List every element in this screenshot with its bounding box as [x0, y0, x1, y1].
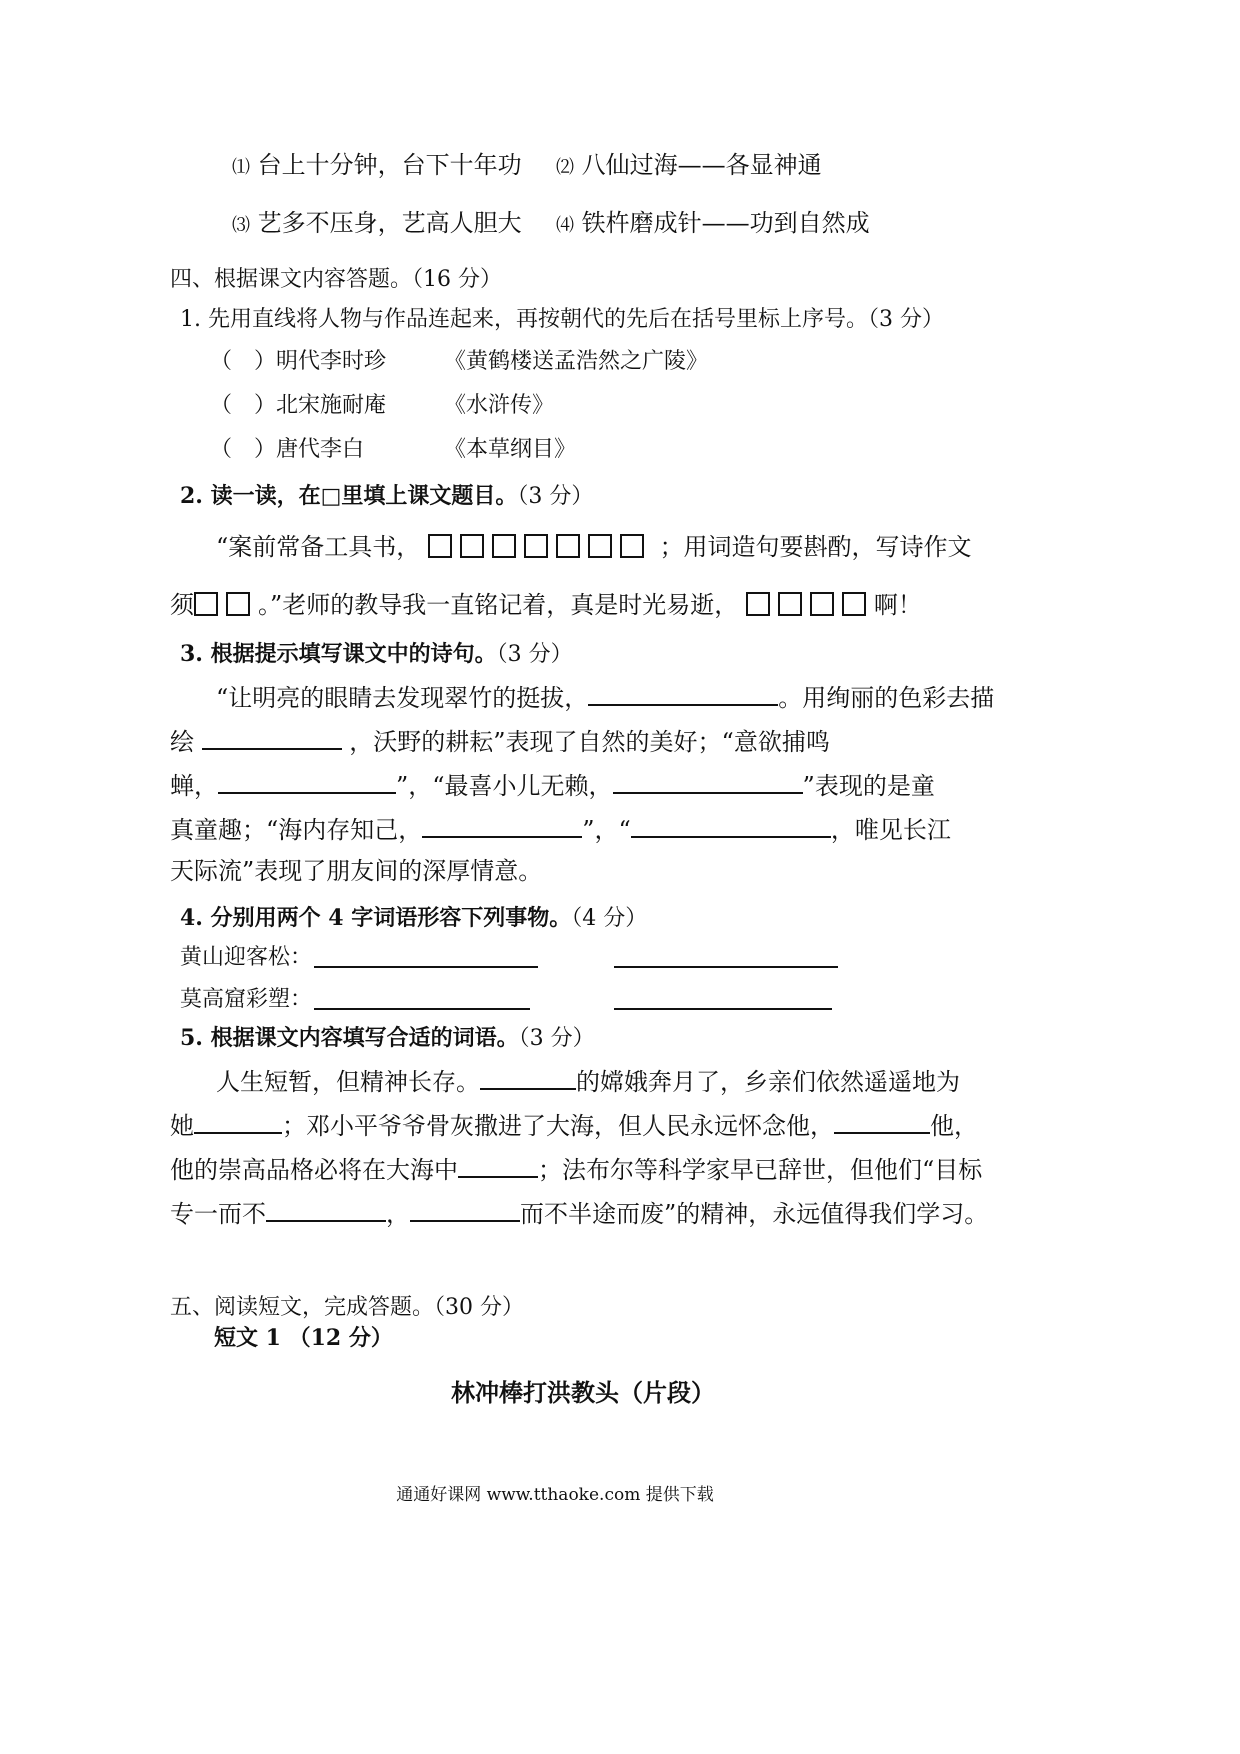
proverb-3: [232, 208, 522, 241]
q3-line-4: [170, 814, 951, 845]
q3-l1-a: “让明亮的眼睛去发现翠竹的挺拔，: [216, 684, 589, 712]
q2-line1-a: “案前常备工具书，: [216, 533, 421, 561]
question-3-header: [180, 640, 573, 669]
q1-row-1: [210, 348, 386, 376]
q5-l2-b: ；邓小平爷爷骨灰撒进了大海，但人民永远怀念他，: [282, 1112, 834, 1140]
question-5-score: （3 分）: [518, 1026, 595, 1051]
answer-blank[interactable]: [613, 770, 803, 794]
q3-l4-c: ，唯见长江: [830, 816, 951, 844]
q3-l3-a: 蝉，: [170, 772, 218, 800]
answer-blank[interactable]: [422, 814, 582, 838]
proverb-1-number: ⑴: [232, 157, 250, 178]
answer-blank[interactable]: [410, 1198, 520, 1222]
question-4-score: （4 分）: [571, 906, 648, 931]
q5-l4-c: 而不半途而废”的精神，永远值得我们学习。: [520, 1200, 989, 1228]
proverb-3-number: ⑶: [232, 215, 250, 236]
answer-box[interactable]: [842, 592, 866, 616]
answer-blank[interactable]: [218, 770, 396, 794]
answer-box[interactable]: [524, 534, 548, 558]
proverb-4-number: ⑷: [556, 215, 574, 236]
q5-l3-a: 他的崇高品格必将在大海中: [170, 1156, 458, 1184]
answer-blank[interactable]: [834, 1110, 930, 1134]
q3-l4-b: ”，“: [582, 816, 631, 844]
question-5-title: 5. 根据课文内容填写合适的词语。: [180, 1025, 519, 1051]
q1-work-3: 《本草纲目》: [444, 437, 577, 462]
answer-box[interactable]: [778, 592, 802, 616]
answer-blank[interactable]: [631, 814, 831, 838]
q3-l2-b: ，沃野的耕耘”表现了自然的美好；“意欲捕鸣: [349, 728, 830, 756]
question-2-title: 2. 读一读，在□里填上课文题目。: [180, 483, 518, 509]
q5-line-2: [170, 1110, 978, 1141]
q2-line-1: [216, 532, 972, 562]
question-3-title: 3. 根据提示填写课文中的诗句。: [180, 641, 497, 667]
proverb-4: [556, 208, 870, 241]
answer-blank[interactable]: [194, 1110, 282, 1134]
q1-row-3: [210, 436, 364, 464]
q3-line-3: [170, 770, 935, 801]
q1-work-2: 《水浒传》: [444, 393, 555, 418]
q1-person-3: 唐代李白: [276, 437, 365, 462]
proverb-2-number: ⑵: [556, 157, 574, 178]
q5-l4-b: ，: [386, 1200, 410, 1228]
q5-line-1: [216, 1066, 960, 1097]
question-5-header: [180, 1024, 595, 1053]
q3-l2-a: 绘: [170, 728, 194, 756]
q5-l2-c: 他，: [930, 1112, 978, 1140]
answer-box[interactable]: [556, 534, 580, 558]
question-4-title: 4. 分别用两个 4 字词语形容下列事物。: [180, 905, 572, 931]
q2-line2-c: 啊！: [873, 591, 922, 619]
q4-item-2: [180, 986, 312, 1014]
q3-l3-c: ”表现的是童: [802, 772, 935, 800]
answer-blank[interactable]: [614, 966, 838, 968]
answer-box[interactable]: [460, 534, 484, 558]
q4-item-1-label: 黄山迎客松：: [180, 945, 313, 970]
answer-blank[interactable]: [202, 726, 342, 750]
question-2-header: [180, 482, 593, 511]
answer-blank[interactable]: [314, 966, 538, 968]
q1-row-2: [210, 392, 386, 420]
proverb-2: [556, 150, 822, 183]
page-footer: 通通好课网 www.tthaoke.com 提供下载: [396, 1485, 714, 1505]
q3-l3-b: ”，“最喜小儿无赖，: [396, 772, 613, 800]
answer-box[interactable]: [746, 592, 770, 616]
q5-line-3: [170, 1154, 982, 1185]
q5-line-4: [170, 1198, 988, 1229]
proverb-2-text: 八仙过海——各显神通: [581, 151, 822, 179]
proverb-1: [232, 150, 522, 183]
q1-paren-3[interactable]: （ ）: [210, 437, 277, 462]
q5-l4-a: 专一而不: [170, 1200, 266, 1228]
q1-paren-2[interactable]: （ ）: [210, 393, 277, 418]
answer-box[interactable]: [588, 534, 612, 558]
passage-title: 林冲棒打洪教头（片段）: [451, 1378, 715, 1407]
q2-box-group-1: [428, 533, 660, 561]
answer-blank[interactable]: [266, 1198, 386, 1222]
q2-line1-b: ；用词造句要斟酌，写诗作文: [659, 533, 972, 561]
proverb-3-text: 艺多不压身，艺高人胆大: [257, 209, 522, 237]
q1-paren-1[interactable]: （ ）: [210, 349, 277, 374]
answer-box[interactable]: [620, 534, 644, 558]
passage-1-label: 短文 1 （12 分）: [214, 1325, 393, 1351]
answer-box[interactable]: [226, 592, 250, 616]
q5-l1-b: 的嫦娥奔月了，乡亲们依然遥遥地为: [576, 1068, 960, 1096]
answer-box[interactable]: [428, 534, 452, 558]
answer-blank[interactable]: [614, 1008, 832, 1010]
answer-blank[interactable]: [458, 1154, 538, 1178]
q4-item-2-label: 莫高窟彩塑：: [180, 987, 313, 1012]
q5-l1-a: 人生短暂，但精神长存。: [216, 1068, 480, 1096]
question-3-score: （3 分）: [496, 642, 573, 667]
section-4-heading: 四、根据课文内容答题。（16 分）: [170, 267, 502, 292]
q3-l4-a: 真童趣；“海内存知己，: [170, 816, 423, 844]
question-4-header: [180, 904, 647, 933]
section-5-heading: 五、阅读短文，完成答题。（30 分）: [170, 1295, 524, 1320]
q1-person-1: 明代李时珍: [276, 349, 387, 374]
question-2-score: （3 分）: [517, 484, 594, 509]
q3-line-1: [216, 682, 994, 713]
proverb-1-text: 台上十分钟，台下十年功: [257, 151, 522, 179]
answer-box[interactable]: [194, 592, 218, 616]
q3-line-2: [170, 726, 830, 757]
q2-line2-a: 须: [170, 591, 194, 619]
proverb-4-text: 铁杵磨成针——功到自然成: [581, 209, 870, 237]
answer-box[interactable]: [492, 534, 516, 558]
q1-work-1: 《黄鹤楼送孟浩然之广陵》: [444, 349, 709, 374]
q2-line-2: [170, 590, 922, 620]
question-1-text: 1. 先用直线将人物与作品连起来，再按朝代的先后在括号里标上序号。（3 分）: [180, 307, 944, 332]
answer-box[interactable]: [810, 592, 834, 616]
q2-line2-b: 。”老师的教导我一直铭记着，真是时光易逝，: [258, 591, 739, 619]
q3-line-5: 天际流”表现了朋友间的深厚情意。: [170, 857, 543, 885]
q1-person-2: 北宋施耐庵: [276, 393, 387, 418]
q4-item-1: [180, 944, 312, 972]
q5-l3-b: ；法布尔等科学家早已辞世，但他们“目标: [538, 1156, 983, 1184]
answer-blank[interactable]: [588, 682, 778, 706]
answer-blank[interactable]: [480, 1066, 576, 1090]
answer-blank[interactable]: [314, 1008, 530, 1010]
q3-l1-b: 。用绚丽的色彩去描: [778, 684, 995, 712]
q5-l2-a: 她: [170, 1112, 194, 1140]
